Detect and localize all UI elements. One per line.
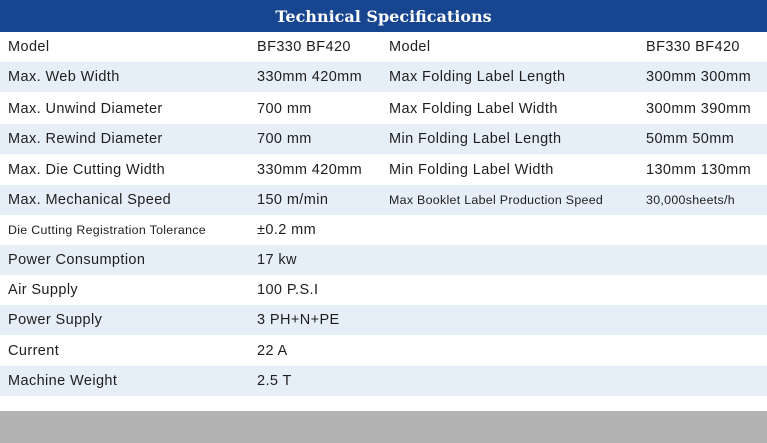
- spec-row-mechanical-speed: [0, 185, 767, 215]
- spec-label: Max. Web Width: [8, 69, 120, 85]
- spec-row-unwind: [0, 94, 767, 124]
- spec-value-right: 300mm 390mm: [646, 101, 752, 117]
- spec-label-right: Model: [389, 39, 431, 55]
- spec-value: 3 PH+N+PE: [257, 312, 340, 328]
- spec-value-right: BF330 BF420: [646, 39, 740, 55]
- spec-value: 330mm 420mm: [257, 162, 363, 178]
- page-title: Technical Specifications: [275, 6, 492, 26]
- spec-value-right: 50mm 50mm: [646, 131, 735, 147]
- spec-row-rewind: [0, 124, 767, 154]
- spec-label-right: Min Folding Label Length: [389, 131, 562, 147]
- spec-row-air-supply: [0, 275, 767, 305]
- spec-label: Power Consumption: [8, 252, 146, 268]
- spec-header: [0, 0, 767, 32]
- spec-label: Model: [8, 39, 50, 55]
- spec-label: Max. Mechanical Speed: [8, 192, 172, 208]
- spec-row-power-consumption: [0, 245, 767, 275]
- footer-bar: [0, 411, 767, 443]
- spec-value: 17 kw: [257, 252, 297, 268]
- spec-label: Die Cutting Registration Tolerance: [8, 223, 206, 237]
- spec-label: Power Supply: [8, 312, 103, 328]
- spec-label: Machine Weight: [8, 373, 118, 389]
- spec-value: ±0.2 mm: [257, 222, 317, 238]
- spec-label: Max. Rewind Diameter: [8, 131, 163, 147]
- spec-row-machine-weight: [0, 366, 767, 396]
- spec-value: 150 m/min: [257, 192, 329, 208]
- spec-row-die-cutting-width: [0, 155, 767, 185]
- spec-label-right: Min Folding Label Width: [389, 162, 554, 178]
- spec-label: Air Supply: [8, 282, 79, 298]
- spec-value: 22 A: [257, 343, 288, 359]
- spec-label: Current: [8, 343, 60, 359]
- spec-label: Max. Die Cutting Width: [8, 162, 166, 178]
- spec-label-right: Max Folding Label Length: [389, 69, 566, 85]
- spec-value: 700 mm: [257, 131, 312, 147]
- spec-value: 2.5 T: [257, 373, 292, 389]
- spec-row-web-width: [0, 62, 767, 92]
- spec-label: Max. Unwind Diameter: [8, 101, 163, 117]
- spec-label-right: Max Booklet Label Production Speed: [389, 193, 604, 207]
- spec-value-right: 300mm 300mm: [646, 69, 752, 85]
- spec-row-registration-tolerance: [0, 215, 767, 245]
- spec-row-current: [0, 336, 767, 366]
- spec-row-power-supply: [0, 305, 767, 335]
- spec-row-model: [0, 32, 767, 62]
- spec-value: 100 P.S.I: [257, 282, 319, 298]
- spec-value: BF330 BF420: [257, 39, 351, 55]
- spec-value-right: 130mm 130mm: [646, 162, 752, 178]
- spec-value: 700 mm: [257, 101, 312, 117]
- spec-value: 330mm 420mm: [257, 69, 363, 85]
- spec-label-right: Max Folding Label Width: [389, 101, 558, 117]
- spec-value-right: 30,000sheets/h: [646, 193, 735, 207]
